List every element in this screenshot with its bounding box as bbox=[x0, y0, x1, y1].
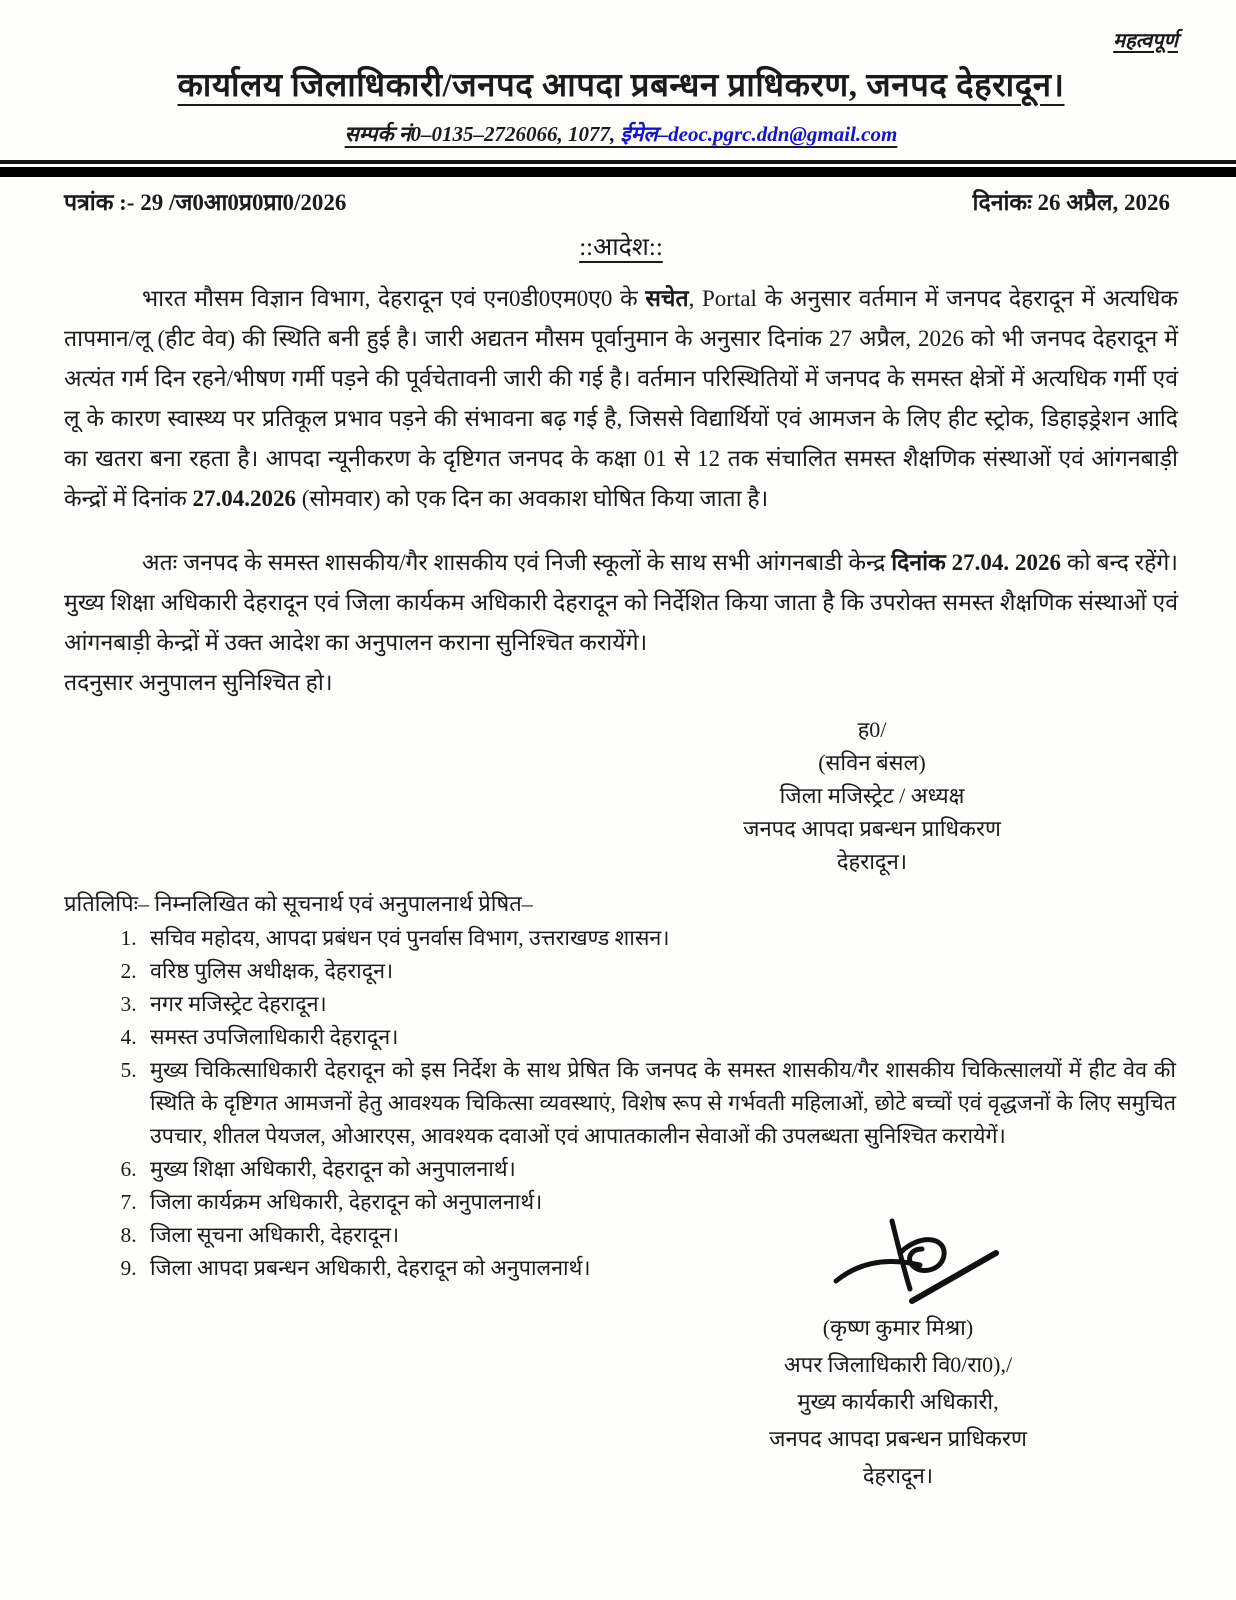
divider-thick-bar bbox=[0, 167, 1236, 177]
office-title bbox=[64, 61, 1178, 106]
copy-list-item: 6. मुख्य शिक्षा अधिकारी, देहरादून को अनुपालनार्थ। bbox=[142, 1153, 1178, 1186]
copy-list-item: 7. जिला कार्यक्रम अधिकारी, देहरादून को अनुपालनार्थ। bbox=[142, 1186, 1178, 1219]
para2-bold-date: दिनांक 27.04. 2026 bbox=[891, 550, 1061, 575]
reference-row bbox=[64, 185, 1178, 217]
signatory-block-dm bbox=[662, 713, 1082, 878]
para1-portal-word: Portal bbox=[702, 286, 757, 311]
para1-text-end: (सोमवार) को एक दिन का अवकाश घोषित किया जाता है। bbox=[296, 486, 769, 511]
paragraph-1 bbox=[64, 279, 1178, 519]
para1-text-main: के अनुसार वर्तमान में जनपद देहरादून में अत्यधिक तापमान/लू (हीट वेव) की स्थिति बनी हुई है। जारी अद्यतन मौसम पूर्वानुमान के अनुसार दिनांक 27 अप्रैल, 2026 को भी जनपद देहरादून में अत्यंत गर्म दिन रहने/भीषण गर्मी पड़ने की पूर्वचेतावनी जारी की गई है। वर्तमान परिस्थितियों में जनपद के समस्त क्षेत्रों में अत्यधिक गर्मी एवं लू के कारण स्वास्थ्य पर प्रतिकूल प्रभाव पड़ने की संभावना बढ़ गई है, जिससे विद्यार्थियों एवं आमजन के लिए हीट स्ट्रोक, डिहाइड्रेशन आदि का खतरा बना रहता है। आपदा न्यूनीकरण के दृष्टिगत जनपद के कक्षा 01 से 12 तक संचालित समस्त शैक्षणिक संस्थाओं एवं आंगनबाड़ी केन्द्रों में दिनांक bbox=[64, 286, 1178, 511]
para1-text: भारत मौसम विज्ञान विभाग, देहरादून एवं एन0डी0एम0ए0 के bbox=[142, 286, 646, 311]
header-divider-rule bbox=[0, 160, 1236, 177]
handwritten-signature bbox=[828, 1215, 1028, 1307]
signatory1-name: (सविन बंसल) bbox=[818, 750, 926, 775]
signed-mark: ह0/ bbox=[857, 717, 887, 742]
letter-date: दिनांकः 26 अप्रैल, 2026 bbox=[972, 190, 1170, 215]
paragraph-2 bbox=[64, 543, 1178, 663]
signatory1-place: देहरादून। bbox=[836, 849, 908, 874]
signatory2-designation1: अपर जिलाधिकारी वि0/रा0),/ bbox=[783, 1352, 1013, 1377]
copy-list-item: 1. सचिव महोदय, आपदा प्रबंधन एवं पुनर्वास विभाग, उत्तराखण्ड शासन। bbox=[142, 922, 1178, 955]
para1-comma: , bbox=[688, 286, 702, 311]
copy-list-item: 9. जिला आपदा प्रबन्धन अधिकारी, देहरादून को अनुपालनार्थ। bbox=[142, 1252, 1178, 1285]
copy-list-item: 5. मुख्य चिकित्साधिकारी देहरादून को इस निर्देश के साथ प्रेषित कि जनपद के समस्त शासकीय/गैर शासकीय चिकित्सालयों में हीट वेव की स्थिति के दृष्टिगत आमजनों हेतु आवश्यक चिकित्सा व्यवस्थाएं, विशेष रूप से गर्भवती महिलाओं, छोटे बच्चों एवं वृद्धजनों के लिए समुचित उपचार, शीतल पेयजल, ओआरएस, आवश्यक दवाओं एवं आपातकालीन सेवाओं की उपलब्धता सुनिश्चित करायेगें। bbox=[142, 1054, 1178, 1153]
copy-list-item: 4. समस्त उपजिलाधिकारी देहरादून। bbox=[142, 1021, 1178, 1054]
office-title-text: कार्यालय जिलाधिकारी/जनपद आपदा प्रबन्धन प्राधिकरण, जनपद देहरादून। bbox=[177, 68, 1065, 104]
letter-number: पत्रांक :- 29 /ज0आ0प्र0प्रा0/2026 bbox=[64, 190, 347, 215]
para2-text-start: अतः जनपद के समस्त शासकीय/गैर शासकीय एवं निजी स्कूलों के साथ सभी आंगनबाडी केन्द्र bbox=[142, 550, 892, 575]
para2-text-end: को बन्द रहेंगे। मुख्य शिक्षा अधिकारी देहरादून एवं जिला कार्यकम अधिकारी देहरादून को निर्देशित किया जाता है कि उपरोक्त समस्त शैक्षणिक संस्थाओं एवं आंगनबाड़ी केन्द्रों में उक्त आदेश का अनुपालन कराना सुनिश्चित करायेंगे। bbox=[64, 550, 1178, 655]
para1-bold-sachet: सचेत bbox=[645, 286, 689, 311]
para1-bold-date: 27.04.2026 bbox=[192, 486, 297, 511]
signatory2-name: (कृष्ण कुमार मिश्रा) bbox=[822, 1315, 974, 1340]
importance-note: महत्वपूर्ण bbox=[1113, 30, 1178, 52]
copy-list-heading: प्रतिलिपिः– निम्नलिखित को सूचनार्थ एवं अनुपालनार्थ प्रेषित– bbox=[64, 891, 533, 916]
signatory1-designation: जिला मजिस्ट्रेट / अध्यक्ष bbox=[779, 783, 965, 808]
order-heading bbox=[64, 229, 1178, 263]
contact-email-link[interactable]: ईमेल–deoc.pgrc.ddn@gmail.com bbox=[620, 122, 898, 146]
copy-list-item: 2. वरिष्ठ पुलिस अधीक्षक, देहरादून। bbox=[142, 955, 1178, 988]
closing-line: तदनुसार अनुपालन सुनिश्चित हो। bbox=[64, 670, 333, 695]
signatory1-organisation: जनपद आपदा प्रबन्धन प्राधिकरण bbox=[743, 816, 1001, 841]
signatory2-organisation: जनपद आपदा प्रबन्धन प्राधिकरण bbox=[769, 1426, 1027, 1451]
copy-list-item: 8. जिला सूचना अधिकारी, देहरादून। bbox=[142, 1219, 1178, 1252]
signatory-block-ceo bbox=[678, 1215, 1118, 1494]
copy-list-item: 3. नगर मजिस्ट्रेट देहरादून। bbox=[142, 988, 1178, 1021]
contact-line bbox=[64, 120, 1178, 148]
order-heading-text: ::आदेश:: bbox=[579, 234, 663, 261]
contact-phone: सम्पर्क नं0–0135–2726066, 1077, bbox=[344, 122, 621, 146]
signatory2-place: देहरादून। bbox=[862, 1463, 934, 1488]
signatory2-designation2: मुख्य कार्यकारी अधिकारी, bbox=[797, 1389, 999, 1414]
